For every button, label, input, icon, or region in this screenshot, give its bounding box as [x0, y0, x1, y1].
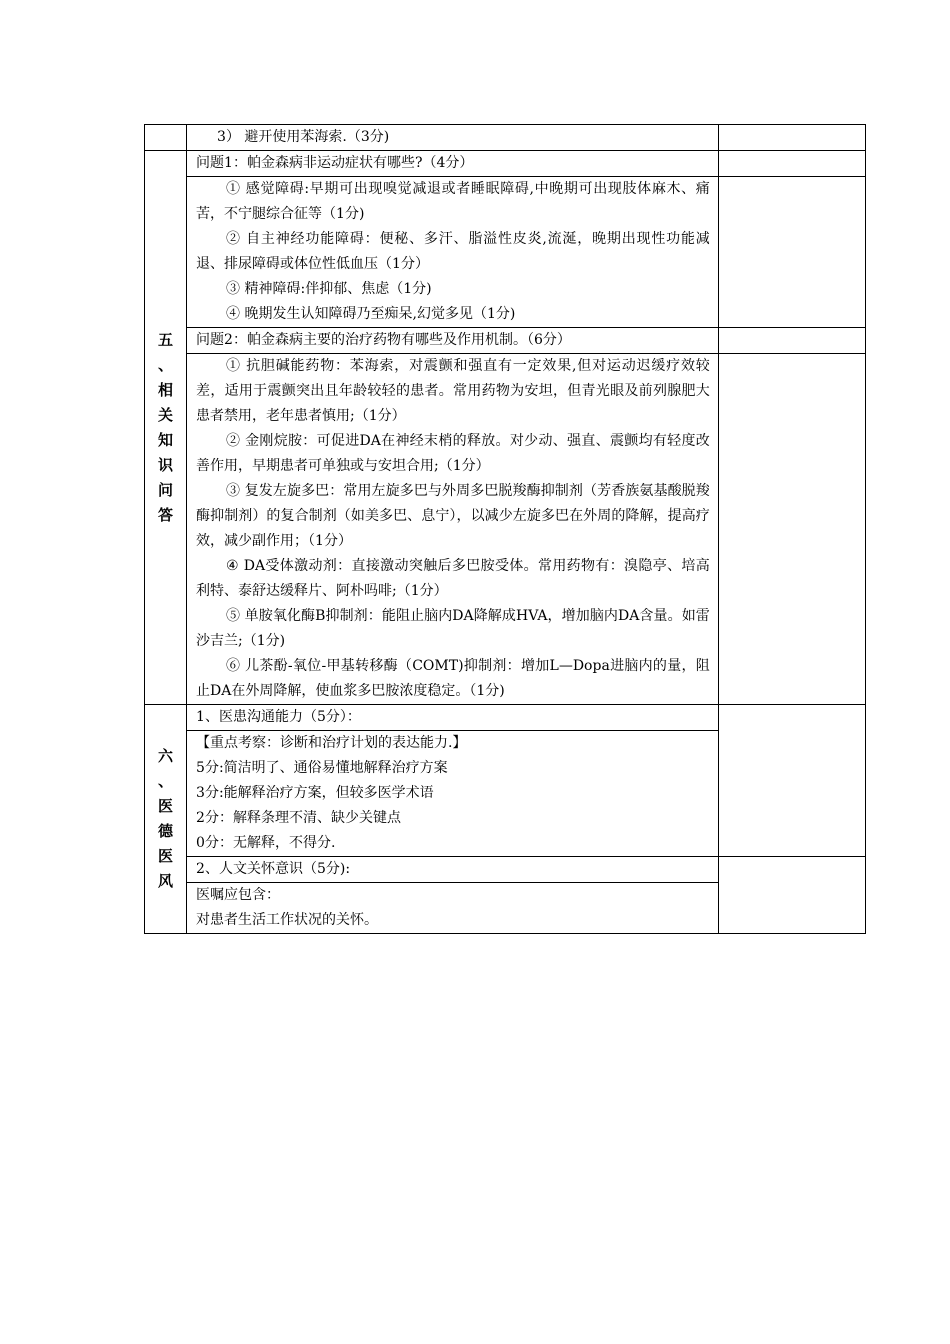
communication-score-5: 5分:简洁明了、通俗易懂地解释治疗方案: [196, 760, 448, 776]
humanistic-care-title: 2、人文关怀意识（5分):: [196, 861, 351, 877]
humanistic-care-line-1: 医嘱应包含：: [196, 887, 281, 903]
table-row-q1-title: [145, 151, 866, 177]
score-cell: [718, 151, 865, 177]
table-row-top: [145, 125, 866, 151]
top-content-cell: [187, 125, 719, 151]
section-5-label-char: 关: [158, 405, 174, 424]
section-6-label-char: 医: [158, 797, 174, 815]
section-5-label-char: 、: [158, 355, 174, 374]
score-cell: [718, 354, 865, 705]
section-6-label-char: 、: [158, 772, 174, 790]
q2-item-5: ⑤ 单胺氧化酶B抑制剂：能阻止脑内DA降解成HVA，增加脑内DA含量。如雷沙吉兰;（1分): [196, 608, 710, 649]
score-cell: [718, 177, 865, 328]
section-6-label: [145, 705, 187, 934]
section-5-label-char: 识: [158, 455, 174, 474]
communication-score-0: 0分：无解释，不得分.: [196, 835, 336, 851]
table-row-s6-item2-title: [145, 857, 866, 883]
communication-title: 1、医患沟通能力（5分）：: [196, 709, 361, 725]
section-6-label-char: 六: [158, 747, 174, 765]
table-row-q2-answers: [145, 354, 866, 705]
q2-item-2: ② 金刚烷胺：可促进DA在神经末梢的释放。对少动、强直、震颤均有轻度改善作用，早期患者可单独或与安坦合用;（1分）: [196, 433, 710, 474]
section-5-label-char: 知: [158, 430, 174, 449]
score-cell: [718, 328, 865, 354]
q2-item-6: ⑥ 儿茶酚-氧位-甲基转移酶（COMT)抑制剂：增加L—Dopa进脑内的量，阻止DA在外周降解，使血浆多巴胺浓度稳定。（1分): [196, 658, 710, 699]
q1-item-4: ④ 晚期发生认知障碍乃至痴呆,幻觉多见（1分): [226, 306, 516, 322]
table-row-q2-title: [145, 328, 866, 354]
communication-score-2: 2分：解释条理不清、缺少关键点: [196, 810, 401, 826]
section-5-label-char: 五: [158, 330, 174, 349]
communication-score-3: 3分:能解释治疗方案，但较多医学术语: [196, 785, 434, 801]
q1-answer-cell: [187, 177, 719, 328]
q1-title: 问题1：帕金森病非运动症状有哪些?（4分）: [196, 155, 474, 171]
section-5-label-char: 问: [158, 480, 174, 499]
table-row-s6-item1-title: [145, 705, 866, 731]
section-6-label-char: 德: [158, 822, 174, 840]
q2-title-cell: [187, 328, 719, 354]
s6-item2-title-cell: [187, 857, 719, 883]
score-cell: [718, 857, 865, 934]
empty-label-cell: [145, 125, 187, 151]
q1-item-2: ② 自主神经功能障碍：便秘、多汗、脂溢性皮炎,流涎，晚期出现性功能减退、排尿障碍或体位性低血压（1分）: [196, 231, 710, 272]
section-6-label-char: 风: [158, 872, 174, 890]
avoid-benzhexol-text: 3） 避开使用苯海索.（3分): [217, 129, 390, 145]
q2-item-1: ① 抗胆碱能药物：苯海索，对震颤和强直有一定效果,但对运动迟缓疗效较差，适用于震颤突出且年龄较轻的患者。常用药物为安坦，但青光眼及前列腺肥大患者禁用，老年患者慎用;（1分）: [196, 358, 710, 424]
section-5-label: [145, 151, 187, 705]
q2-item-3: ③ 复发左旋多巴：常用左旋多巴与外周多巴脱羧酶抑制剂（芳香族氨基酸脱羧酶抑制剂）的复合制剂（如美多巴、息宁），以减少左旋多巴在外周的降解，提高疗效，减少副作用；（1分）: [196, 483, 710, 549]
communication-focus: 【重点考察：诊断和治疗计划的表达能力.】: [196, 735, 467, 751]
scoring-table: [144, 124, 866, 934]
table-row-q1-answers: [145, 177, 866, 328]
section-6-label-char: 医: [158, 847, 174, 865]
s6-item2-body-cell: [187, 883, 719, 934]
q2-item-4: ④ DA受体激动剂：直接激动突触后多巴胺受体。常用药物有：溴隐亭、培高利特、泰舒达缓释片、阿朴吗啡;（1分）: [196, 558, 710, 599]
q2-answer-cell: [187, 354, 719, 705]
score-cell: [718, 705, 865, 857]
score-cell: [718, 125, 865, 151]
section-5-label-char: 相: [158, 380, 174, 399]
section-5-label-char: 答: [158, 505, 174, 524]
s6-item1-title-cell: [187, 705, 719, 731]
q2-title: 问题2：帕金森病主要的治疗药物有哪些及作用机制。（6分）: [196, 332, 571, 348]
humanistic-care-line-2: 对患者生活工作状况的关怀。: [196, 912, 379, 928]
q1-title-cell: [187, 151, 719, 177]
q1-item-3: ③ 精神障碍:伴抑郁、焦虑（1分): [226, 281, 432, 297]
q1-item-1: ① 感觉障碍:早期可出现嗅觉减退或者睡眠障碍,中晚期可出现肢体麻木、痛苦，不宁腿综合征等（1分): [196, 181, 710, 222]
s6-item1-body-cell: [187, 731, 719, 857]
